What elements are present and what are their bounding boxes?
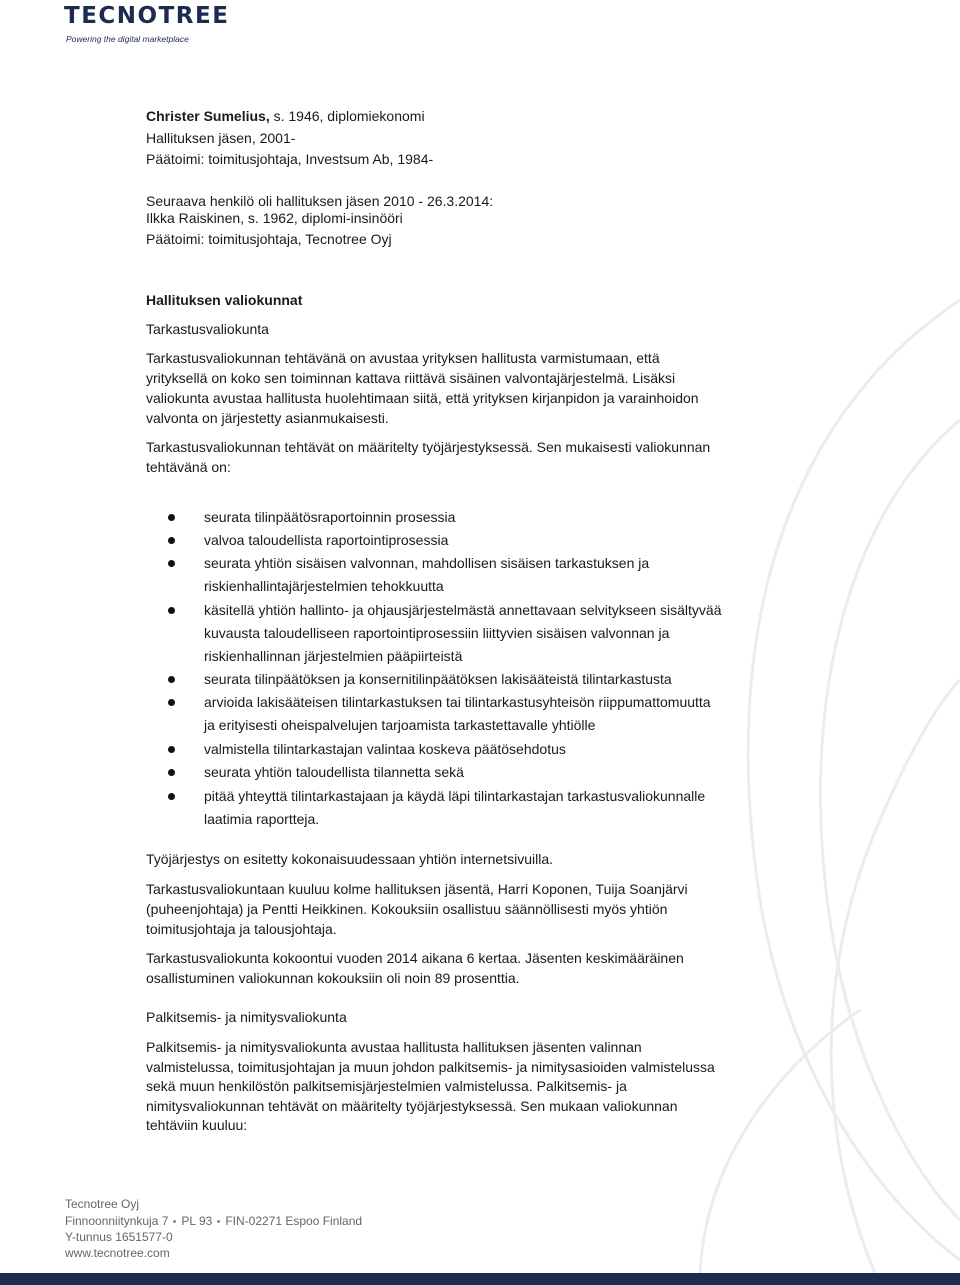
separator-dot — [217, 1220, 220, 1223]
paragraph-line: Työjärjestys on esitetty kokonaisuudessaan yhtiön internetsivuilla. — [146, 851, 553, 867]
subsection-title: Tarkastusvaliokunta — [146, 321, 269, 337]
logo-wordmark: TECNOTREE — [64, 3, 230, 29]
paragraph-line: toimitusjohtaja ja talousjohtaja. — [146, 921, 337, 937]
paragraph-line: valmistelussa, toimitusjohtajan ja muun johdon palkitsemis- ja nimitysasioiden valmistelussa — [146, 1058, 715, 1075]
footer-pobox: PL 93 — [181, 1214, 213, 1228]
bullet-icon — [168, 537, 175, 544]
list-item: valvoa taloudellista raportointiprosessia — [204, 532, 449, 548]
intro-line: Päätoimi: toimitusjohtaja, Tecnotree Oyj — [146, 231, 392, 247]
footer-bar — [0, 1273, 960, 1285]
footer-street: Finnoonniitynkuja 7 — [65, 1214, 169, 1228]
intro-line: Seuraava henkilö oli hallituksen jäsen 2010 - 26.3.2014: — [146, 193, 494, 209]
bullet-icon — [168, 746, 175, 753]
list-item: riskienhallinnan järjestelmien pääpiirteistä — [204, 648, 463, 664]
subsection-title: Palkitsemis- ja nimitysvaliokunta — [146, 1009, 347, 1025]
list-item: seurata yhtiön sisäisen valvonnan, mahdollisen sisäisen tarkastuksen ja — [204, 555, 650, 571]
paragraph-line: Tarkastusvaliokunnan tehtävät on määritelty työjärjestyksessä. Sen mukaisesti valiokunnan — [146, 439, 711, 455]
list-item: kuvausta taloudelliseen raportointiprosessiin liittyvien sisäisen valvonnan ja — [204, 625, 670, 641]
paragraph-line: Tarkastusvaliokunta kokoontui vuoden 2014 aikana 6 kertaa. Jäsenten keskimääräinen — [146, 950, 684, 966]
list-item: arvioida lakisääteisen tilintarkastuksen tai tilintarkastusyhteisön riippumattomuutta — [204, 694, 711, 710]
paragraph-line: (puheenjohtaja) ja Pentti Heikkinen. Kokouksiin osallistuu säännöllisesti myös yhtiön — [146, 901, 668, 917]
footer-city: FIN-02271 Espoo Finland — [225, 1214, 363, 1228]
bullet-icon — [168, 607, 175, 614]
bullet-icon — [168, 514, 175, 521]
bullet-icon — [168, 793, 175, 800]
paragraph-line: osallistuminen valiokunnan kokouksiin oli noin 89 prosenttia. — [146, 970, 520, 986]
paragraph-line: tehtäviin kuuluu: — [146, 1117, 248, 1133]
list-item: seurata tilinpäätöksen ja konsernitilinpäätöksen lakisääteistä tilintarkastusta — [204, 671, 672, 687]
list-item: riskienhallintajärjestelmien tehokkuutta — [204, 578, 444, 594]
footer-business-id: Y-tunnus 1651577-0 — [65, 1230, 173, 1244]
list-item: käsitellä yhtiön hallinto- ja ohjausjärjestelmästä annettavaan selvitykseen sisältyvää — [204, 602, 722, 618]
list-item: seurata tilinpäätösraportoinnin prosessia — [204, 509, 456, 525]
list-item: laatimia raportteja. — [204, 811, 320, 827]
section-heading: Hallituksen valiokunnat — [146, 292, 303, 308]
bullet-icon — [168, 699, 175, 706]
intro-line: Päätoimi: toimitusjohtaja, Investsum Ab, 1984- — [146, 151, 434, 167]
bullet-icon — [168, 676, 175, 683]
paragraph-line: Palkitsemis- ja nimitysvaliokunta avustaa hallitusta hallituksen jäsenten valinnan — [146, 1039, 642, 1055]
list-item: pitää yhteyttä tilintarkastajaan ja käydä läpi tilintarkastajan tarkastusvaliokunnalle — [204, 788, 706, 804]
paragraph-line: nimitysvaliokunnan tehtävät on määritelty työjärjestyksessä. Sen mukaan valiokunnan — [146, 1097, 678, 1114]
paragraph-line: tehtävänä on: — [146, 459, 231, 475]
paragraph-line: Tarkastusvaliokuntaan kuuluu kolme hallituksen jäsentä, Harri Koponen, Tuija Soanjärvi — [146, 881, 688, 897]
separator-dot — [173, 1220, 176, 1223]
list-item: valmistella tilintarkastajan valintaa koskeva päätösehdotus — [204, 741, 566, 757]
logo-tagline: Powering the digital marketplace — [66, 34, 189, 44]
person-details: s. 1946, diplomiekonomi — [269, 108, 425, 124]
intro-line: Hallituksen jäsen, 2001- — [146, 130, 296, 146]
bullet-icon — [168, 769, 175, 776]
list-item: ja erityisesti oheispalvelujen tarjoamista tarkastettavalle yhtiölle — [204, 717, 596, 733]
list-item: seurata yhtiön taloudellista tilannetta sekä — [204, 764, 464, 780]
footer-address — [65, 1214, 362, 1229]
footer-web-link[interactable]: www.tecnotree.com — [65, 1246, 170, 1260]
intro-name-line — [146, 107, 425, 125]
paragraph-line: sekä muun henkilöstön palkitsemisjärjestelmien valmistelussa. Palkitsemis- ja — [146, 1078, 627, 1094]
paragraph-line: Tarkastusvaliokunnan tehtävänä on avustaa yrityksen hallitusta varmistumaan, että — [146, 350, 660, 366]
bullet-icon — [168, 560, 175, 567]
intro-line: Ilkka Raiskinen, s. 1962, diplomi-insinööri — [146, 210, 403, 226]
paragraph-line: valvonta on järjestetty asianmukaisesti. — [146, 410, 389, 426]
paragraph-line: yrityksellä on koko sen toiminnan kattava riittävä sisäinen valvontajärjestelmä. Lisäksi — [146, 370, 676, 386]
paragraph-line: valiokunta avustaa hallitusta huolehtimaan siitä, että yrityksen kirjanpidon ja varainhoidon — [146, 390, 699, 406]
footer-company: Tecnotree Oyj — [65, 1197, 140, 1211]
company-logo — [64, 3, 229, 44]
person-name: Christer Sumelius, — [146, 108, 270, 124]
